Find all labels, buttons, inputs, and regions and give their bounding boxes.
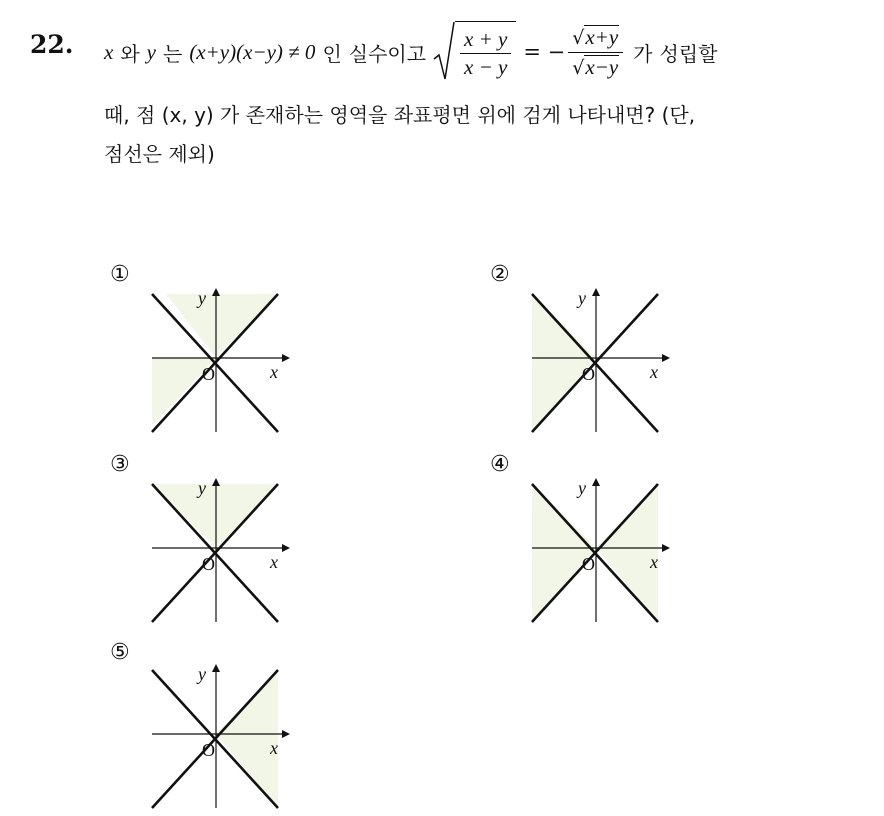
radical-sign-icon (433, 21, 455, 83)
choice-graph (148, 286, 298, 436)
origin-label: O (202, 364, 215, 384)
origin-label: O (202, 740, 215, 760)
question-number: 22. (30, 30, 74, 59)
choice-number: ② (490, 262, 510, 287)
shaded-region (596, 484, 658, 622)
x-axis-label: x (650, 552, 658, 572)
word-silsu: 실수이고 (348, 41, 427, 66)
x-axis-label: x (270, 738, 278, 758)
choice-graph (528, 286, 678, 436)
choice-4[interactable] (490, 452, 690, 632)
origin-label: O (202, 554, 215, 574)
root-fraction (568, 25, 623, 79)
x-arrow-icon (282, 730, 290, 738)
y-arrow-icon (592, 288, 600, 296)
x-arrow-icon (282, 544, 290, 552)
origin-label: O (582, 364, 595, 384)
origin-label: O (582, 554, 595, 574)
choice-graph (148, 662, 298, 812)
y-arrow-icon (212, 664, 220, 672)
shaded-region (216, 670, 278, 808)
word-ga: 가 (633, 41, 653, 66)
root-numerator: x+y (585, 25, 619, 50)
choice-2[interactable] (490, 262, 690, 442)
fraction-numerator: x + y (460, 28, 511, 54)
y-axis-label: y (198, 664, 206, 684)
choice-number: ④ (490, 452, 510, 477)
shaded-region (152, 484, 278, 548)
choice-graph (148, 476, 298, 626)
x-axis-label: x (270, 552, 278, 572)
x-axis-label: x (270, 362, 278, 382)
question-line-2: 때, 점 (x, y) 가 존재하는 영역을 좌표평면 위에 검게 나타내면? (단, (104, 102, 696, 127)
radical-sign-icon: √ (572, 56, 585, 79)
x-arrow-icon (662, 544, 670, 552)
equals-minus: = − (523, 40, 566, 64)
word-seongrip: 성립할 (659, 41, 718, 66)
x-arrow-icon (282, 354, 290, 362)
var-x: x (104, 39, 114, 64)
condition-expression: (x+y)(x−y) ≠ 0 (189, 39, 316, 64)
word-neun: 는 (162, 41, 183, 66)
x-axis-label: x (650, 362, 658, 382)
choice-3[interactable] (110, 452, 310, 632)
y-arrow-icon (212, 478, 220, 486)
fraction-denominator: x − y (464, 55, 508, 79)
word-wa: 와 (120, 41, 140, 66)
y-axis-label: y (578, 288, 586, 308)
y-axis-label: y (198, 288, 206, 308)
choice-number: ⑤ (110, 640, 130, 665)
question-line-3: 점선은 제외) (104, 141, 215, 166)
shaded-region (532, 294, 596, 432)
choice-5[interactable] (110, 640, 310, 816)
choice-number: ③ (110, 452, 130, 477)
y-arrow-icon (212, 288, 220, 296)
choice-1[interactable] (110, 262, 310, 442)
radical-sign-icon: √ (572, 27, 585, 50)
root-denominator: x−y (585, 54, 619, 79)
shaded-region (532, 484, 596, 622)
y-axis-label: y (198, 478, 206, 498)
question-line-1 (104, 20, 717, 84)
word-in: 인 (322, 41, 342, 66)
y-axis-label: y (578, 478, 586, 498)
y-arrow-icon (592, 478, 600, 486)
choice-graph (528, 476, 678, 626)
var-y: y (146, 39, 156, 64)
sqrt-fraction (433, 21, 516, 83)
choice-number: ① (110, 262, 130, 287)
x-arrow-icon (662, 354, 670, 362)
